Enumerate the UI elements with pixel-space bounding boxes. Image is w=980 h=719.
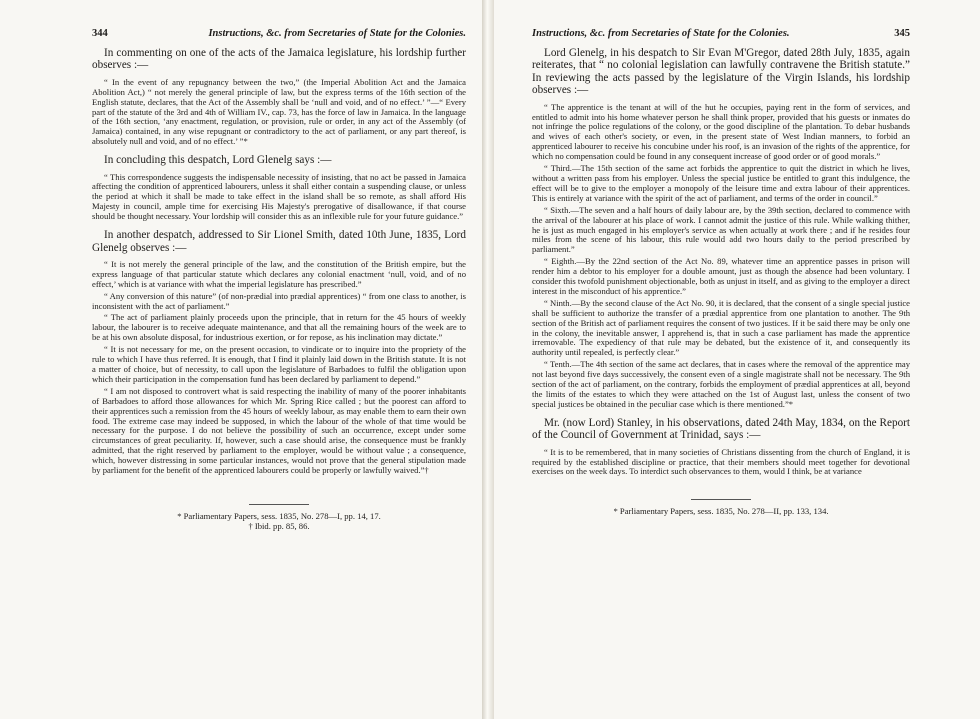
paragraph: In concluding this despatch, Lord Glenelg says :—	[104, 154, 332, 167]
left-page-number: 344	[92, 28, 108, 39]
paragraph: In another despatch, addressed to Sir Lionel Smith, dated 10th June, 1835, Lord Glenelg observes :—	[92, 229, 466, 254]
footnote: † Ibid. pp. 85, 86.	[248, 521, 310, 532]
paragraph: Lord Glenelg, in his despatch to Sir Evan M'Gregor, dated 28th July, 1835, again reiterates, that “ no colonial legislation can lawfully contravene the British statute.” In reviewing the acts passed by the legislature of the Virgin Islands, his lordship observes :—	[532, 47, 910, 97]
quotation: “ Third.—The 15th section of the same act forbids the apprentice to quit the district in which he lives, without a written pass from his employer. Unless the special justice be entitled to grant this indulgence, the effect will be to give to the employer a monopoly of the leisure time and extra labour of their apprentices. This is entirely at variance with the spirit of the act of parliament, and terms of the order in council.”	[532, 163, 910, 203]
left-running-head	[92, 28, 466, 39]
footnote-rule	[249, 504, 309, 505]
quotation: “ The act of parliament plainly proceeds upon the principle, that in return for the 45 hours of weekly labour, the labourer is to receive adequate maintenance, and that all the remaining hours of the week are to be at his own absolute disposal, for industrious exertion, or for repose, as his inclination may dictate.”	[92, 312, 466, 343]
quotation: “ Eighth.—By the 22nd section of the Act No. 89, whatever time an apprentice passes in prison will render him a debtor to his employer for a double amount, just as though the absence had been voluntary. I consider this twofold punishment objectionable, both as unjust in itself, and as giving to the employer a direct interest in the misconduct of his apprentice.”	[532, 256, 910, 296]
right-page-number: 345	[894, 28, 910, 39]
quotation: “ The apprentice is the tenant at will of the hut he occupies, paying rent in the form of services, and entitled to admit into his home whatever person he shall think proper, provided that his guests or inmates do not infringe the police regulations of the colony, or the good discipline of the plantation. To debar husbands and wives of each other's society, or even, in the present state of West Indian manners, to forbid an apprenticed labourer to receive his concubine under his roof, is an invasion of the rights of the apprentice, for which no compensation could be found in any consequent increase of good order or of good morals.”	[532, 101, 910, 162]
quotation: “ In the event of any repugnancy between the two,” (the Imperial Abolition Act and the Jamaica Abolition Act,) “ not merely the general principle of law, but the express terms of the 16th section of the English statute, declares, that the Act of the Assembly shall be ‘null and void, and of no effect.’ ”—“ Every part of the statute of the 3rd and 4th of William IV., cap. 73, has the force of law in Jamaica. In the language of the 16th section, ‘any enactment, regulation, or provision, rule or order, in any act of the Assembly (of Jamaica) contained, in any wise repugnant or contradictory to the act of parliament, or any part thereof, is absolutely null and void, and of no effect.’ ”*	[92, 76, 466, 147]
quotation: “ This correspondence suggests the indispensable necessity of insisting, that no act be passed in Jamaica affecting the condition of apprenticed labourers, unless it shall either contain a suspending clause, or unless the period at which it shall be made to take effect in the island shall be so remote, as shall afford His Majesty in council, ample time for exercising His Majesty's prerogative of disallowance, if that course should be thought necessary. Your lordship will consider this as an inflexible rule for your future guidance.”	[92, 171, 466, 222]
footnote: * Parliamentary Papers, sess. 1835, No. 278—I, pp. 14, 17.	[177, 510, 381, 521]
quotation: “ Ninth.—By the second clause of the Act No. 90, it is declared, that the consent of a single special justice shall be sufficient to authorize the transfer of a prædial apprentice from one plantation to another. The 9th section of the British act of parliament requires the consent of two justices. If it be said there may be only one in the colony, the inevitable answer, I apprehend is, that in such a case parliament has made the apprentice irremovable. The expediency of that rule may be debated, but the existence of it, and consequently its authority until repealed, is perfectly clear.”	[532, 297, 910, 358]
quotation: “ It is to be remembered, that in many societies of Christians dissenting from the church of England, it is required by the established discipline or practice, that their members should meet together for devotional exercises on the week days. To interdict such observances to them, would I think, be at variance	[532, 446, 910, 477]
quotation: “ It is not merely the general principle of the law, and the constitution of the British empire, but the express language of that particular statute which declares any colonial enactment ‘null, void, and of no effect,’ which is at variance with what the imperial legislature has prescribed.”	[92, 258, 466, 289]
right-footnotes	[532, 499, 910, 517]
right-running-title: Instructions, &c. from Secretaries of State for the Colonies.	[532, 28, 790, 39]
right-body	[532, 47, 910, 477]
quotation: “ Sixth.—The seven and a half hours of daily labour are, by the 39th section, declared to commence with the arrival of the labourer at his place of work. I cannot admit the justice of this rule. While walking thither, he is just as much engaged in his employer's service as when actually at work there ; and if he resides four miles from the scene of his labour, this rule would add two hours daily to the period prescribed by parliament.”	[532, 204, 910, 255]
quotation: “ It is not necessary for me, on the present occasion, to vindicate or to inquire into the propriety of the rule to which I have thus referred. It is enough, that I find it plainly laid down in the British statute. It is not a matter of choice, but of necessity, to call upon the legislature of Barbadoes to fulfil the obligation upon which their participation in the compensation fund has been declared by parliament to depend.”	[92, 344, 466, 384]
left-running-title: Instructions, &c. from Secretaries of State for the Colonies.	[208, 28, 466, 39]
book-gutter	[482, 0, 494, 719]
quotation: “ I am not disposed to controvert what is said respecting the inability of many of the poorer inhabitants of Barbadoes to afford those allowances for which Mr. Spring Rice called ; but the poorest can afford to their apprentices such a remission from the 45 hours of weekly labour, as may enable them to earn their own food. The extreme case may indeed be supposed, in which the labour of the whole of that time would be necessary for the purpose. I do not believe the possibility of such an occurrence, except under some circumstances of great peculiarity. If, however, such a case should arise, the consequence must be frankly admitted, that the right reserved by parliament to the employer, would be without value ; a consequence, which, however distressing in some particular instances, would not prove that the general stipulation made by parliament for the benefit of the apprenticed labourers could be properly or lawfully waived.”†	[92, 385, 466, 476]
paragraph: In commenting on one of the acts of the Jamaica legislature, his lordship further observes :—	[92, 47, 466, 72]
left-footnotes	[92, 504, 466, 532]
right-page	[494, 0, 980, 719]
left-body	[92, 47, 466, 476]
paragraph: Mr. (now Lord) Stanley, in his observations, dated 24th May, 1834, on the Report of the Council of Government at Trinidad, says :—	[532, 416, 910, 442]
quotation: “ Tenth.—The 4th section of the same act declares, that in cases where the removal of the apprentice may not last beyond five days successively, the consent even of a single magistrate shall not be necessary. The 9th section of the act of parliament, on the contrary, forbids the employment of prædial apprentices at all, beyond the limits of the estates to which they were attached on the 1st of August last, unless the consent of two special justices be obtained in the peculiar case which is there mentioned.”*	[532, 359, 910, 409]
quotation: “ Any conversion of this nature” (of non-prædial into prædial apprentices) “ from one class to another, is inconsistent with the act of parliament.”	[92, 290, 466, 311]
footnote: * Parliamentary Papers, sess. 1835, No. 278—II, pp. 133, 134.	[613, 506, 829, 517]
footnote-rule	[691, 499, 751, 500]
right-running-head	[532, 28, 910, 39]
left-page	[0, 0, 482, 719]
